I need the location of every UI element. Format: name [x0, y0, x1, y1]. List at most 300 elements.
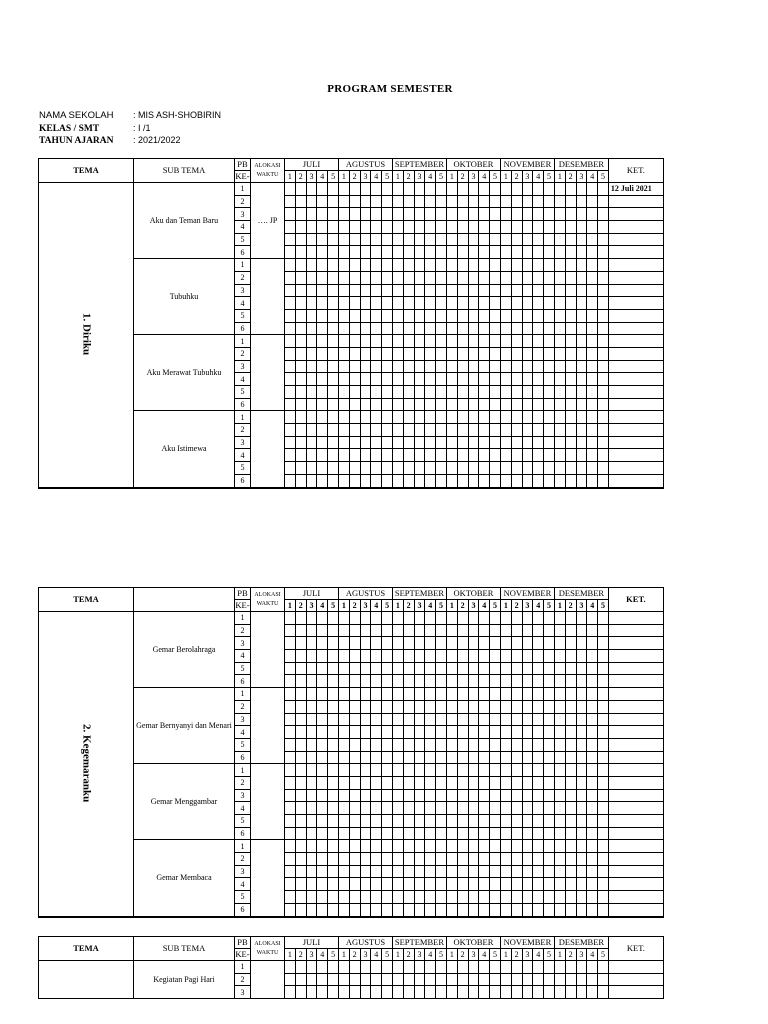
week-cell[interactable] — [490, 662, 501, 675]
week-cell[interactable] — [468, 347, 479, 360]
week-cell[interactable] — [295, 386, 306, 399]
week-cell[interactable] — [576, 840, 587, 853]
week-cell[interactable] — [285, 436, 296, 449]
week-cell[interactable] — [457, 973, 468, 986]
week-cell[interactable] — [414, 853, 425, 866]
week-cell[interactable] — [317, 865, 328, 878]
week-cell[interactable] — [468, 675, 479, 688]
week-cell[interactable] — [328, 221, 339, 234]
week-cell[interactable] — [349, 360, 360, 373]
week-cell[interactable] — [500, 246, 511, 259]
week-cell[interactable] — [576, 284, 587, 297]
week-cell[interactable] — [414, 726, 425, 739]
week-cell[interactable] — [479, 726, 490, 739]
week-cell[interactable] — [414, 650, 425, 663]
week-cell[interactable] — [490, 650, 501, 663]
week-cell[interactable] — [338, 751, 349, 764]
week-cell[interactable] — [382, 650, 393, 663]
week-cell[interactable] — [500, 309, 511, 322]
week-cell[interactable] — [414, 436, 425, 449]
week-cell[interactable] — [500, 776, 511, 789]
week-cell[interactable] — [565, 612, 576, 625]
week-cell[interactable] — [317, 259, 328, 272]
week-cell[interactable] — [403, 322, 414, 335]
week-cell[interactable] — [544, 713, 555, 726]
week-cell[interactable] — [587, 789, 598, 802]
week-cell[interactable] — [382, 688, 393, 701]
week-cell[interactable] — [522, 776, 533, 789]
week-cell[interactable] — [565, 751, 576, 764]
week-cell[interactable] — [371, 853, 382, 866]
week-cell[interactable] — [457, 208, 468, 221]
week-cell[interactable] — [500, 284, 511, 297]
week-cell[interactable] — [306, 637, 317, 650]
week-cell[interactable] — [382, 309, 393, 322]
week-cell[interactable] — [328, 259, 339, 272]
week-cell[interactable] — [317, 986, 328, 999]
week-cell[interactable] — [479, 360, 490, 373]
week-cell[interactable] — [392, 424, 403, 437]
week-cell[interactable] — [425, 474, 436, 487]
week-cell[interactable] — [371, 208, 382, 221]
week-cell[interactable] — [522, 386, 533, 399]
week-cell[interactable] — [371, 297, 382, 310]
week-cell[interactable] — [554, 650, 565, 663]
week-cell[interactable] — [565, 986, 576, 999]
week-cell[interactable] — [565, 815, 576, 828]
week-cell[interactable] — [392, 221, 403, 234]
week-cell[interactable] — [468, 637, 479, 650]
week-cell[interactable] — [425, 624, 436, 637]
week-cell[interactable] — [425, 411, 436, 424]
week-cell[interactable] — [544, 335, 555, 348]
week-cell[interactable] — [360, 986, 371, 999]
week-cell[interactable] — [554, 424, 565, 437]
week-cell[interactable] — [425, 789, 436, 802]
week-cell[interactable] — [468, 221, 479, 234]
week-cell[interactable] — [468, 878, 479, 891]
week-cell[interactable] — [338, 840, 349, 853]
week-cell[interactable] — [522, 853, 533, 866]
week-cell[interactable] — [425, 903, 436, 916]
week-cell[interactable] — [457, 789, 468, 802]
week-cell[interactable] — [436, 436, 447, 449]
week-cell[interactable] — [349, 903, 360, 916]
week-cell[interactable] — [436, 973, 447, 986]
week-cell[interactable] — [468, 411, 479, 424]
week-cell[interactable] — [371, 436, 382, 449]
week-cell[interactable] — [533, 865, 544, 878]
week-cell[interactable] — [511, 815, 522, 828]
week-cell[interactable] — [371, 815, 382, 828]
week-cell[interactable] — [598, 322, 609, 335]
week-cell[interactable] — [468, 776, 479, 789]
ket-cell[interactable] — [608, 986, 663, 999]
week-cell[interactable] — [338, 246, 349, 259]
week-cell[interactable] — [392, 751, 403, 764]
week-cell[interactable] — [446, 297, 457, 310]
week-cell[interactable] — [446, 335, 457, 348]
week-cell[interactable] — [338, 865, 349, 878]
week-cell[interactable] — [349, 474, 360, 487]
week-cell[interactable] — [522, 827, 533, 840]
week-cell[interactable] — [576, 335, 587, 348]
week-cell[interactable] — [306, 335, 317, 348]
week-cell[interactable] — [533, 398, 544, 411]
week-cell[interactable] — [565, 335, 576, 348]
week-cell[interactable] — [295, 424, 306, 437]
week-cell[interactable] — [598, 815, 609, 828]
week-cell[interactable] — [479, 221, 490, 234]
week-cell[interactable] — [500, 815, 511, 828]
week-cell[interactable] — [328, 335, 339, 348]
week-cell[interactable] — [544, 865, 555, 878]
week-cell[interactable] — [349, 853, 360, 866]
week-cell[interactable] — [500, 713, 511, 726]
week-cell[interactable] — [285, 903, 296, 916]
week-cell[interactable] — [295, 398, 306, 411]
week-cell[interactable] — [500, 853, 511, 866]
week-cell[interactable] — [457, 624, 468, 637]
week-cell[interactable] — [468, 751, 479, 764]
week-cell[interactable] — [598, 789, 609, 802]
week-cell[interactable] — [425, 309, 436, 322]
ket-cell[interactable] — [608, 347, 663, 360]
week-cell[interactable] — [533, 764, 544, 777]
week-cell[interactable] — [295, 436, 306, 449]
week-cell[interactable] — [403, 713, 414, 726]
week-cell[interactable] — [349, 688, 360, 701]
week-cell[interactable] — [349, 335, 360, 348]
week-cell[interactable] — [511, 221, 522, 234]
week-cell[interactable] — [565, 462, 576, 475]
week-cell[interactable] — [436, 183, 447, 196]
week-cell[interactable] — [349, 347, 360, 360]
week-cell[interactable] — [576, 246, 587, 259]
week-cell[interactable] — [360, 662, 371, 675]
week-cell[interactable] — [544, 322, 555, 335]
week-cell[interactable] — [349, 713, 360, 726]
week-cell[interactable] — [436, 713, 447, 726]
week-cell[interactable] — [338, 474, 349, 487]
week-cell[interactable] — [468, 688, 479, 701]
week-cell[interactable] — [533, 840, 544, 853]
week-cell[interactable] — [533, 449, 544, 462]
week-cell[interactable] — [576, 973, 587, 986]
week-cell[interactable] — [565, 233, 576, 246]
week-cell[interactable] — [317, 764, 328, 777]
week-cell[interactable] — [392, 322, 403, 335]
week-cell[interactable] — [436, 891, 447, 904]
week-cell[interactable] — [544, 271, 555, 284]
ket-cell[interactable] — [608, 815, 663, 828]
week-cell[interactable] — [446, 726, 457, 739]
week-cell[interactable] — [479, 335, 490, 348]
week-cell[interactable] — [382, 815, 393, 828]
week-cell[interactable] — [436, 424, 447, 437]
week-cell[interactable] — [328, 624, 339, 637]
week-cell[interactable] — [403, 373, 414, 386]
week-cell[interactable] — [554, 986, 565, 999]
week-cell[interactable] — [576, 961, 587, 974]
week-cell[interactable] — [295, 360, 306, 373]
week-cell[interactable] — [544, 386, 555, 399]
week-cell[interactable] — [544, 208, 555, 221]
week-cell[interactable] — [382, 865, 393, 878]
week-cell[interactable] — [490, 347, 501, 360]
week-cell[interactable] — [565, 700, 576, 713]
week-cell[interactable] — [511, 297, 522, 310]
ket-cell[interactable] — [608, 840, 663, 853]
week-cell[interactable] — [349, 284, 360, 297]
week-cell[interactable] — [360, 764, 371, 777]
week-cell[interactable] — [403, 789, 414, 802]
week-cell[interactable] — [565, 624, 576, 637]
week-cell[interactable] — [457, 233, 468, 246]
week-cell[interactable] — [328, 411, 339, 424]
week-cell[interactable] — [295, 986, 306, 999]
week-cell[interactable] — [522, 309, 533, 322]
week-cell[interactable] — [285, 386, 296, 399]
week-cell[interactable] — [328, 878, 339, 891]
week-cell[interactable] — [338, 411, 349, 424]
week-cell[interactable] — [533, 675, 544, 688]
week-cell[interactable] — [338, 322, 349, 335]
ket-cell[interactable] — [608, 449, 663, 462]
week-cell[interactable] — [511, 398, 522, 411]
week-cell[interactable] — [295, 751, 306, 764]
week-cell[interactable] — [328, 675, 339, 688]
week-cell[interactable] — [317, 386, 328, 399]
week-cell[interactable] — [554, 961, 565, 974]
week-cell[interactable] — [349, 309, 360, 322]
week-cell[interactable] — [371, 398, 382, 411]
week-cell[interactable] — [500, 411, 511, 424]
week-cell[interactable] — [446, 462, 457, 475]
week-cell[interactable] — [382, 233, 393, 246]
week-cell[interactable] — [414, 284, 425, 297]
week-cell[interactable] — [490, 802, 501, 815]
week-cell[interactable] — [382, 675, 393, 688]
week-cell[interactable] — [522, 297, 533, 310]
week-cell[interactable] — [349, 827, 360, 840]
week-cell[interactable] — [544, 688, 555, 701]
week-cell[interactable] — [338, 986, 349, 999]
week-cell[interactable] — [468, 284, 479, 297]
week-cell[interactable] — [533, 802, 544, 815]
week-cell[interactable] — [371, 449, 382, 462]
week-cell[interactable] — [382, 474, 393, 487]
week-cell[interactable] — [338, 973, 349, 986]
week-cell[interactable] — [425, 853, 436, 866]
week-cell[interactable] — [285, 776, 296, 789]
week-cell[interactable] — [317, 624, 328, 637]
week-cell[interactable] — [576, 713, 587, 726]
week-cell[interactable] — [490, 195, 501, 208]
week-cell[interactable] — [457, 865, 468, 878]
week-cell[interactable] — [306, 776, 317, 789]
week-cell[interactable] — [457, 183, 468, 196]
week-cell[interactable] — [576, 462, 587, 475]
week-cell[interactable] — [533, 878, 544, 891]
week-cell[interactable] — [338, 208, 349, 221]
week-cell[interactable] — [533, 789, 544, 802]
week-cell[interactable] — [598, 360, 609, 373]
week-cell[interactable] — [392, 878, 403, 891]
week-cell[interactable] — [587, 878, 598, 891]
week-cell[interactable] — [554, 347, 565, 360]
week-cell[interactable] — [295, 462, 306, 475]
week-cell[interactable] — [554, 271, 565, 284]
week-cell[interactable] — [576, 986, 587, 999]
week-cell[interactable] — [554, 335, 565, 348]
week-cell[interactable] — [490, 891, 501, 904]
week-cell[interactable] — [533, 360, 544, 373]
week-cell[interactable] — [349, 183, 360, 196]
week-cell[interactable] — [457, 284, 468, 297]
week-cell[interactable] — [565, 373, 576, 386]
week-cell[interactable] — [446, 398, 457, 411]
week-cell[interactable] — [500, 612, 511, 625]
week-cell[interactable] — [533, 347, 544, 360]
week-cell[interactable] — [565, 271, 576, 284]
week-cell[interactable] — [554, 891, 565, 904]
week-cell[interactable] — [285, 246, 296, 259]
week-cell[interactable] — [392, 815, 403, 828]
week-cell[interactable] — [414, 751, 425, 764]
week-cell[interactable] — [338, 662, 349, 675]
week-cell[interactable] — [382, 411, 393, 424]
week-cell[interactable] — [306, 398, 317, 411]
week-cell[interactable] — [587, 650, 598, 663]
week-cell[interactable] — [306, 233, 317, 246]
week-cell[interactable] — [414, 424, 425, 437]
week-cell[interactable] — [587, 713, 598, 726]
ket-cell[interactable] — [608, 662, 663, 675]
week-cell[interactable] — [392, 360, 403, 373]
week-cell[interactable] — [371, 386, 382, 399]
week-cell[interactable] — [317, 961, 328, 974]
week-cell[interactable] — [490, 462, 501, 475]
week-cell[interactable] — [554, 802, 565, 815]
week-cell[interactable] — [414, 738, 425, 751]
week-cell[interactable] — [544, 195, 555, 208]
week-cell[interactable] — [479, 789, 490, 802]
week-cell[interactable] — [306, 865, 317, 878]
week-cell[interactable] — [479, 865, 490, 878]
week-cell[interactable] — [392, 986, 403, 999]
week-cell[interactable] — [338, 764, 349, 777]
week-cell[interactable] — [500, 259, 511, 272]
week-cell[interactable] — [533, 208, 544, 221]
week-cell[interactable] — [522, 751, 533, 764]
week-cell[interactable] — [490, 424, 501, 437]
week-cell[interactable] — [382, 751, 393, 764]
week-cell[interactable] — [392, 259, 403, 272]
week-cell[interactable] — [425, 802, 436, 815]
week-cell[interactable] — [565, 637, 576, 650]
week-cell[interactable] — [479, 195, 490, 208]
week-cell[interactable] — [457, 891, 468, 904]
week-cell[interactable] — [533, 436, 544, 449]
week-cell[interactable] — [479, 637, 490, 650]
week-cell[interactable] — [317, 449, 328, 462]
week-cell[interactable] — [360, 436, 371, 449]
week-cell[interactable] — [382, 195, 393, 208]
week-cell[interactable] — [317, 424, 328, 437]
week-cell[interactable] — [436, 789, 447, 802]
week-cell[interactable] — [533, 815, 544, 828]
week-cell[interactable] — [533, 221, 544, 234]
week-cell[interactable] — [328, 802, 339, 815]
week-cell[interactable] — [522, 961, 533, 974]
week-cell[interactable] — [544, 764, 555, 777]
week-cell[interactable] — [328, 271, 339, 284]
week-cell[interactable] — [533, 233, 544, 246]
week-cell[interactable] — [554, 827, 565, 840]
week-cell[interactable] — [306, 347, 317, 360]
week-cell[interactable] — [565, 449, 576, 462]
week-cell[interactable] — [338, 284, 349, 297]
week-cell[interactable] — [522, 624, 533, 637]
week-cell[interactable] — [306, 650, 317, 663]
week-cell[interactable] — [522, 662, 533, 675]
ket-cell[interactable] — [608, 865, 663, 878]
week-cell[interactable] — [295, 891, 306, 904]
week-cell[interactable] — [382, 973, 393, 986]
week-cell[interactable] — [479, 309, 490, 322]
week-cell[interactable] — [403, 183, 414, 196]
week-cell[interactable] — [371, 961, 382, 974]
week-cell[interactable] — [598, 462, 609, 475]
week-cell[interactable] — [554, 662, 565, 675]
week-cell[interactable] — [371, 195, 382, 208]
week-cell[interactable] — [511, 411, 522, 424]
week-cell[interactable] — [382, 297, 393, 310]
week-cell[interactable] — [500, 449, 511, 462]
week-cell[interactable] — [457, 853, 468, 866]
week-cell[interactable] — [490, 271, 501, 284]
ket-cell[interactable] — [608, 284, 663, 297]
week-cell[interactable] — [436, 726, 447, 739]
week-cell[interactable] — [490, 183, 501, 196]
week-cell[interactable] — [490, 436, 501, 449]
week-cell[interactable] — [317, 335, 328, 348]
week-cell[interactable] — [479, 853, 490, 866]
ket-cell[interactable] — [608, 322, 663, 335]
week-cell[interactable] — [382, 259, 393, 272]
week-cell[interactable] — [338, 903, 349, 916]
week-cell[interactable] — [317, 840, 328, 853]
week-cell[interactable] — [598, 271, 609, 284]
week-cell[interactable] — [392, 284, 403, 297]
week-cell[interactable] — [587, 827, 598, 840]
week-cell[interactable] — [554, 726, 565, 739]
week-cell[interactable] — [436, 347, 447, 360]
week-cell[interactable] — [576, 309, 587, 322]
week-cell[interactable] — [360, 700, 371, 713]
week-cell[interactable] — [533, 424, 544, 437]
week-cell[interactable] — [587, 776, 598, 789]
week-cell[interactable] — [598, 903, 609, 916]
week-cell[interactable] — [414, 624, 425, 637]
week-cell[interactable] — [382, 662, 393, 675]
week-cell[interactable] — [392, 865, 403, 878]
week-cell[interactable] — [360, 411, 371, 424]
week-cell[interactable] — [317, 815, 328, 828]
week-cell[interactable] — [533, 259, 544, 272]
week-cell[interactable] — [587, 903, 598, 916]
